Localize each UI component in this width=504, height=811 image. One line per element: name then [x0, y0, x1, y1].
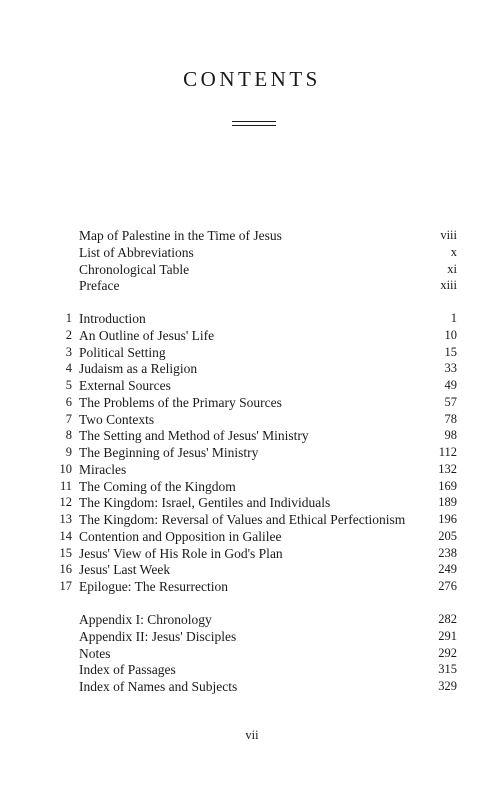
toc-page-number: xiii — [440, 278, 457, 293]
toc-entry — [0, 327, 504, 344]
toc-entry — [0, 494, 504, 511]
toc-page-number: viii — [440, 228, 457, 242]
chapter-number: 11 — [59, 478, 72, 493]
chapter-number: 9 — [65, 445, 72, 459]
toc-entry — [0, 478, 504, 495]
toc-page-number: x — [450, 244, 457, 259]
toc-entry — [0, 545, 504, 562]
toc-entry — [0, 394, 504, 411]
toc-page-number: 329 — [438, 679, 457, 693]
toc-entry — [0, 528, 504, 545]
title-rule-upper — [232, 121, 276, 122]
toc-entry-title: Chronological Table — [79, 261, 190, 277]
toc-page-number: 291 — [438, 628, 457, 643]
toc-entry-title: An Outline of Jesus' Life — [79, 327, 215, 343]
toc-entry-title: List of Abbreviations — [79, 244, 194, 260]
chapter-number: 5 — [65, 378, 72, 392]
toc-entry-title: Judaism as a Religion — [79, 361, 198, 377]
toc-page-number: 33 — [444, 361, 457, 376]
toc-page-number: 78 — [444, 411, 457, 426]
toc-entry-title: Introduction — [79, 311, 146, 326]
toc-entry — [0, 661, 504, 678]
chapter-number: 12 — [59, 495, 72, 510]
toc-page-number: 169 — [438, 478, 457, 493]
toc-entry-title: Appendix I: Chronology — [79, 612, 212, 627]
chapter-number: 15 — [59, 545, 72, 560]
toc-page-number: 315 — [438, 662, 457, 677]
toc-page-number: 282 — [438, 612, 457, 626]
toc-entry — [0, 377, 504, 394]
chapter-number: 13 — [59, 512, 72, 526]
toc-entry-title: The Kingdom: Reversal of Values and Ethical Perfectionism — [79, 512, 406, 527]
toc-entry-title: The Beginning of Jesus' Ministry — [79, 445, 259, 460]
toc-page-number: 57 — [444, 394, 457, 409]
toc-page-number: 238 — [438, 545, 457, 560]
toc-entry-title: Political Setting — [79, 344, 166, 360]
toc-page-number: xi — [447, 261, 457, 276]
toc-page-number: 15 — [444, 344, 457, 359]
toc-entry-title: The Setting and Method of Jesus' Ministry — [79, 428, 309, 444]
toc-page-number: 112 — [438, 445, 457, 459]
chapter-number: 8 — [65, 428, 72, 443]
toc-page-number: 1 — [450, 311, 457, 325]
toc-page-number: 276 — [438, 579, 457, 593]
toc-entry — [0, 511, 504, 528]
toc-entry — [0, 444, 504, 461]
toc-entry-title: Index of Names and Subjects — [79, 679, 238, 694]
toc-entry — [0, 645, 504, 662]
toc-entry-title: Miracles — [79, 461, 127, 477]
page-title: CONTENTS — [183, 67, 321, 91]
toc-page-number: 205 — [438, 528, 457, 543]
toc-entry-title: Map of Palestine in the Time of Jesus — [79, 228, 282, 243]
chapter-number: 17 — [59, 579, 72, 593]
toc-entry — [0, 427, 504, 444]
toc-entry — [0, 360, 504, 377]
chapter-number: 14 — [59, 528, 72, 543]
chapter-number: 7 — [65, 411, 72, 426]
chapter-number: 2 — [65, 327, 72, 342]
chapter-number: 4 — [65, 361, 72, 376]
toc-entry — [0, 561, 504, 578]
toc-page-number: 189 — [438, 495, 457, 510]
toc-entry-title: The Problems of the Primary Sources — [79, 394, 282, 410]
toc-entry-title: Notes — [79, 645, 111, 661]
toc-entry — [0, 244, 504, 261]
toc-entry — [0, 277, 504, 294]
toc-entry-title: Appendix II: Jesus' Disciples — [79, 628, 237, 644]
toc-entry — [0, 411, 504, 428]
title-rule-lower — [232, 125, 276, 126]
toc-entry — [0, 578, 504, 595]
toc-entry — [0, 310, 504, 327]
toc-page-number: 249 — [438, 562, 457, 577]
toc-entry — [0, 227, 504, 244]
toc-page-number: 196 — [438, 512, 457, 526]
chapter-number: 1 — [65, 311, 72, 325]
toc-entry — [0, 678, 504, 695]
toc-entry — [0, 611, 504, 628]
chapter-number: 6 — [65, 394, 72, 409]
toc-entry — [0, 628, 504, 645]
toc-page-number: 98 — [444, 428, 457, 443]
toc-entry-title: Index of Passages — [79, 662, 176, 678]
toc-page-number: 132 — [438, 461, 457, 476]
toc-entry-title: Preface — [79, 278, 120, 294]
toc-entry-title: Jesus' View of His Role in God's Plan — [79, 545, 283, 561]
toc-page-number: 10 — [444, 327, 457, 342]
toc-entry — [0, 344, 504, 361]
toc-entry-title: Epilogue: The Resurrection — [79, 579, 228, 594]
toc-entry-title: External Sources — [79, 378, 171, 393]
page-folio: vii — [245, 728, 259, 742]
toc-page-number: 49 — [444, 378, 457, 392]
toc-entry — [0, 261, 504, 278]
toc-entry — [0, 461, 504, 478]
toc-entry-title: The Kingdom: Israel, Gentiles and Individuals — [79, 495, 331, 511]
toc-entry-title: Jesus' Last Week — [79, 562, 171, 578]
toc-page-number: 292 — [438, 645, 457, 660]
chapter-number: 3 — [65, 344, 72, 359]
chapter-number: 16 — [59, 562, 72, 577]
toc-entry-title: Contention and Opposition in Galilee — [79, 528, 282, 544]
toc-entry-title: The Coming of the Kingdom — [79, 478, 236, 494]
chapter-number: 10 — [59, 461, 72, 476]
toc-entry-title: Two Contexts — [79, 411, 155, 427]
